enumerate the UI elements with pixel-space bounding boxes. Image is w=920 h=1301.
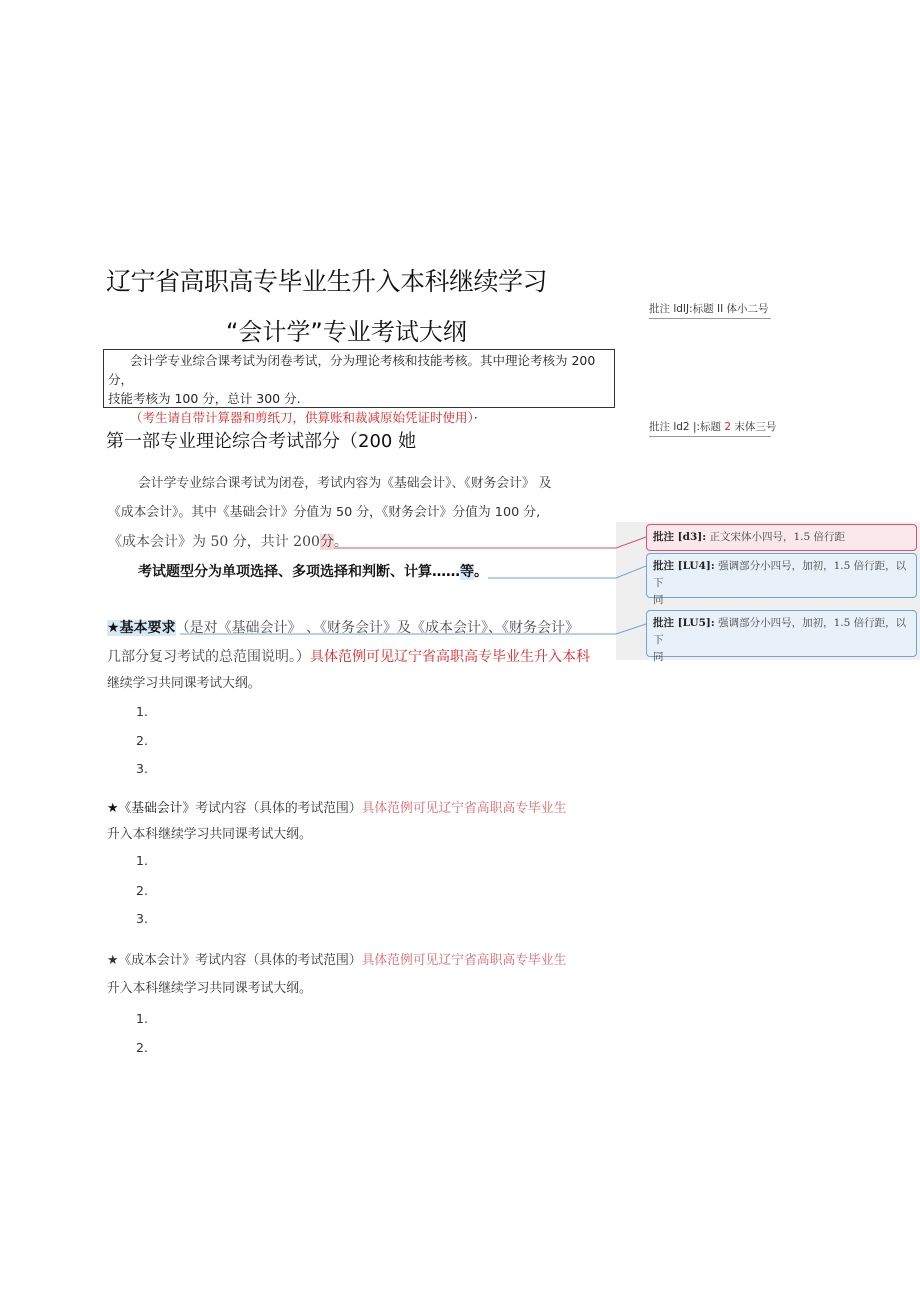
comment-title2[interactable] (649, 419, 777, 437)
list3-item-1: 1. (136, 1011, 148, 1026)
basic-req-line-2 (107, 646, 590, 666)
basic-req-paren: （是对《基础会计》 、《财务会计》及《成本会计》、《财务会计》 (175, 620, 580, 636)
intro-line-3-main: 《成本会计》为 50 分，共计 200 (108, 534, 320, 550)
list1-item-1: 1. (136, 704, 148, 719)
basic-req-label: ★基本要求 (107, 620, 176, 636)
exam-note-box (103, 349, 615, 425)
intro-line-4-highlight: 等 (460, 564, 474, 580)
comment-balloon-lu5[interactable] (646, 610, 917, 663)
list1-item-2: 2. (136, 733, 148, 748)
comment-balloon-lu4[interactable] (646, 553, 917, 606)
cost-accounting-black: 考试内容（具体的考试范围） (195, 953, 362, 968)
comment-lu4-text2: 同 (653, 594, 664, 606)
intro-line-4-main: 考试题型分为单项选择、多项选择和判断、计算…… (138, 564, 460, 580)
basic-req-line-2-black: 几部分复习考试的总范围说明。） (107, 649, 310, 665)
list1-item-3: 3. (136, 761, 148, 776)
cost-accounting-red1: 具体范例可见辽宁省高职高专毕业生 (361, 953, 567, 968)
comment-lu5-text2: 同 (653, 651, 664, 663)
note-line-3-red: （考生请自带计算器和剪纸刀，供算账和裁减原始凭证时使用） (130, 410, 474, 425)
list2-item-3: 3. (136, 911, 148, 926)
comment-title2-num: 2 (724, 421, 732, 433)
intro-line-4-end: 。 (474, 564, 488, 580)
comment-title2-pre: 批注 ld2 |:标题 (649, 421, 725, 433)
note-line-3-tail: · (473, 410, 478, 425)
intro-line-1: 会计学专业综合课考试为闭卷，考试内容为《基础会计》、《财务会计》 及 (138, 476, 552, 491)
section-heading: 第一部专业理论综合考试部分（200 她 (106, 431, 417, 452)
basic-accounting-label: ★《基础会计》 (107, 801, 196, 816)
basic-req-line-2-red: 具体范例可见辽宁省高职高专毕业生升入本科 (310, 649, 590, 665)
cost-accounting-line-1 (107, 949, 566, 968)
comment-balloon-d3[interactable] (646, 524, 917, 551)
cost-accounting-label: ★《成本会计》 (107, 953, 196, 968)
intro-line-3-end: 。 (333, 534, 348, 550)
connector-lu4 (488, 566, 646, 578)
intro-line-3 (108, 531, 348, 551)
connector-d3 (330, 537, 646, 548)
cost-accounting-line-2: 升入本科继续学习共同课考试大纲。 (107, 981, 312, 996)
comment-lu5-label: 批注 [LU5]: (653, 617, 715, 629)
basic-accounting-line-1 (107, 797, 566, 816)
comment-title1[interactable]: 批注 ldIJ:标题 II 体小二号 (649, 301, 771, 319)
basic-req-line-3: 继续学习共同课考试大纲。 (107, 676, 261, 691)
comment-title2-post: 末体三号 (731, 421, 777, 433)
basic-accounting-black: 考试内容（具体的考试范围） (195, 801, 362, 816)
comment-lu5-text1: 强调部分小四号，加初，1.5 倍行距，以下 (653, 617, 907, 646)
list3-item-2: 2. (136, 1040, 148, 1055)
list2-item-2: 2. (136, 883, 148, 898)
note-line-1: 会计学专业综合课考试为闭卷考试，分为理论考核和技能考核。其中理论考核为 200 分， (108, 353, 596, 387)
intro-line-2: 《成本会计》。其中《基础会计》分值为 50 分，《财务会计》分值为 100 分, (108, 505, 541, 520)
note-line-3 (108, 408, 610, 427)
basic-accounting-line-2: 升入本科继续学习共同课考试大纲。 (107, 827, 312, 842)
comment-lu4-text1: 强调部分小四号，加初，1.5 倍行距，以下 (653, 560, 907, 589)
basic-req-line-1 (107, 617, 579, 637)
intro-line-4 (138, 561, 488, 581)
comment-lu4-label: 批注 [LU4]: (653, 560, 715, 572)
list2-item-1: 1. (136, 853, 148, 868)
page-subtitle: “会计学”专业考试大纲 (226, 318, 467, 346)
page-title: 辽宁省高职高专毕业生升入本科继续学习 (106, 267, 548, 296)
note-line-2: 技能考核为 100 分，总计 300 分. (108, 391, 301, 406)
comment-d3-text: 正文宋体小四号，1.5 倍行距 (706, 531, 845, 543)
basic-accounting-red1: 具体范例可见辽宁省高职高专毕业生 (361, 801, 567, 816)
intro-line-3-highlight: 分 (319, 534, 334, 550)
comment-d3-label: 批注 [d3]: (653, 531, 707, 543)
